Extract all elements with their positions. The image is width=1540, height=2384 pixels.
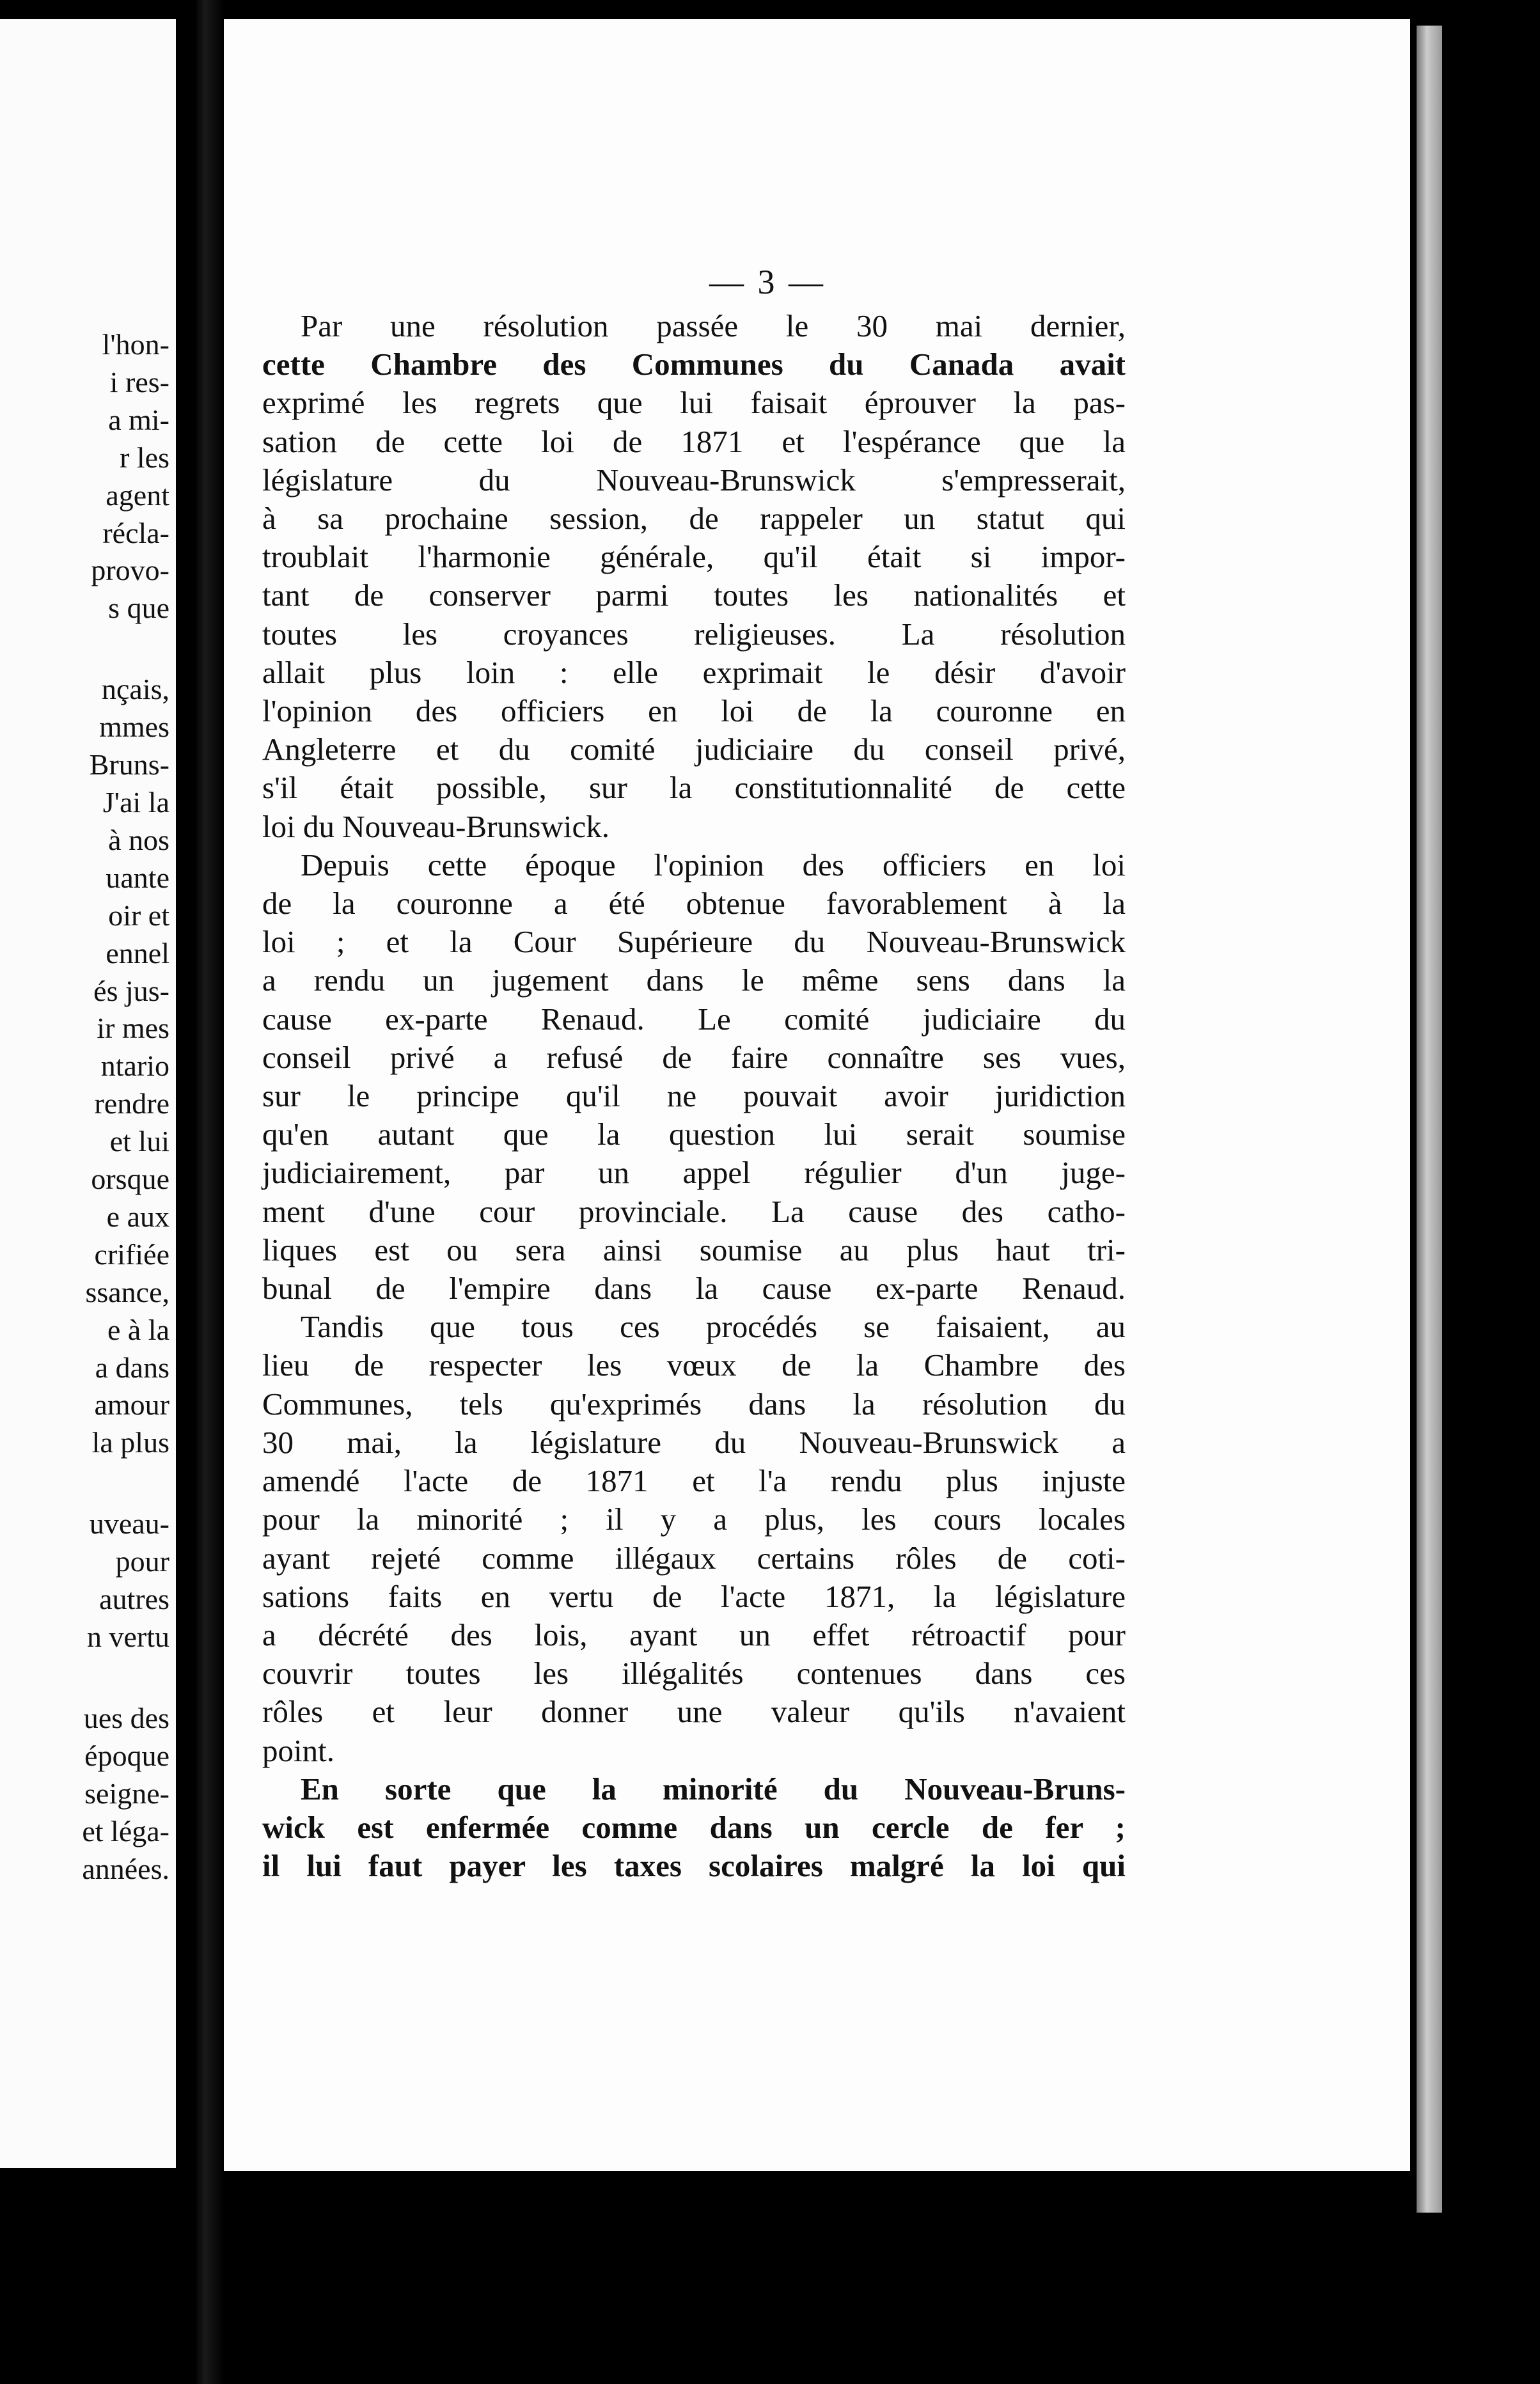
left-line: autres: [99, 1583, 169, 1616]
text-line: l'opinion des officiers en loi de la couronne en: [262, 693, 1126, 729]
left-line: oir et: [108, 898, 169, 932]
left-line: seigne-: [84, 1776, 169, 1810]
body-text: [262, 307, 1126, 1885]
page-stack-edge: [1417, 26, 1442, 2213]
left-line: et léga-: [82, 1814, 169, 1847]
left-line: amour: [94, 1388, 169, 1422]
text-line: tant de conserver parmi toutes les nationalités et: [262, 577, 1126, 613]
book-gutter: [176, 0, 224, 2384]
left-line: uante: [106, 861, 169, 894]
text-line: a décrété des lois, ayant un effet rétroactif pour: [262, 1617, 1126, 1652]
text-line: conseil privé a refusé de faire connaître ses vues,: [262, 1039, 1126, 1075]
text-line: wick est enfermée comme dans un cercle de fer ;: [262, 1809, 1126, 1845]
text-line: sation de cette loi de 1871 et l'espérance que la: [262, 423, 1126, 459]
text-line: troublait l'harmonie générale, qu'il était si impor-: [262, 539, 1126, 575]
text-line: il lui faut payer les taxes scolaires malgré la loi qui: [262, 1848, 1126, 1884]
left-line: la plus: [91, 1426, 169, 1459]
text-line: bunal de l'empire dans la cause ex-parte Renaud.: [262, 1271, 1126, 1306]
left-line: ir mes: [97, 1012, 169, 1045]
left-facing-page: [0, 19, 176, 2168]
text-line: rôles et leur donner une valeur qu'ils n'avaient: [262, 1694, 1126, 1730]
text-line: loi du Nouveau-Brunswick.: [262, 808, 609, 844]
text-line: a rendu un jugement dans le même sens dans la: [262, 962, 1126, 998]
text-line: pour la minorité ; il y a plus, les cours locales: [262, 1502, 1126, 1537]
text-line: Communes, tels qu'exprimés dans la résolution du: [262, 1386, 1126, 1422]
text-line: Tandis que tous ces procédés se faisaient, au: [301, 1309, 1126, 1345]
text-line: sur le principe qu'il ne pouvait avoir juridiction: [262, 1078, 1126, 1114]
left-paragraph-gap: [0, 1462, 169, 1505]
text-line: législature du Nouveau-Brunswick s'empresserait,: [262, 462, 1126, 498]
left-line: s que: [108, 592, 169, 625]
left-line: l'hon-: [102, 328, 169, 361]
text-line: En sorte que la minorité du Nouveau-Bruns-: [301, 1771, 1126, 1807]
left-line: e à la: [107, 1313, 169, 1346]
text-line: cette Chambre des Communes du Canada avait: [262, 347, 1126, 382]
text-line: Par une résolution passée le 30 mai dernier,: [301, 308, 1126, 343]
text-line: couvrir toutes les illégalités contenues dans ces: [262, 1656, 1126, 1691]
left-line: récla-: [102, 516, 169, 549]
text-line: ment d'une cour provinciale. La cause des catho-: [262, 1193, 1126, 1229]
text-line: sations faits en vertu de l'acte 1871, la législature: [262, 1578, 1126, 1614]
text-line: ayant rejeté comme illégaux certains rôles de coti-: [262, 1540, 1126, 1576]
scan-border: [1455, 0, 1540, 2384]
text-line: amendé l'acte de 1871 et l'a rendu plus injuste: [262, 1463, 1126, 1499]
left-line: époque: [84, 1739, 169, 1772]
text-line: judiciairement, par un appel régulier d'un juge-: [262, 1155, 1126, 1191]
left-line: a dans: [95, 1351, 169, 1384]
left-line: années.: [82, 1852, 169, 1885]
left-line: ssance,: [85, 1275, 169, 1308]
left-line: uveau-: [89, 1507, 169, 1541]
left-line: provo-: [91, 554, 169, 587]
left-line: à nos: [108, 823, 169, 856]
left-line: r les: [120, 441, 169, 474]
left-line: mmes: [99, 710, 169, 744]
main-page: [224, 19, 1410, 2171]
left-line: i res-: [109, 365, 169, 398]
left-line: pour: [115, 1545, 169, 1578]
left-paragraph-gap: [0, 627, 169, 671]
left-line: ntario: [100, 1049, 169, 1083]
left-line: ennel: [106, 936, 169, 969]
text-line: liques est ou sera ainsi soumise au plus haut tri-: [262, 1232, 1126, 1267]
text-line: loi ; et la Cour Supérieure du Nouveau-Brunswick: [262, 924, 1126, 960]
left-line: n vertu: [86, 1620, 169, 1653]
left-line: ues des: [83, 1701, 169, 1734]
left-page-text: [0, 326, 169, 1888]
left-line: J'ai la: [102, 785, 169, 819]
text-line: s'il était possible, sur la constitutionnalité de cette: [262, 770, 1126, 806]
left-line: rendre: [94, 1087, 169, 1120]
left-line: crifiée: [94, 1237, 169, 1271]
left-line: et lui: [109, 1125, 169, 1158]
text-line: exprimé les regrets que lui faisait éprouver la pas-: [262, 385, 1126, 421]
text-line: à sa prochaine session, de rappeler un statut qui: [262, 501, 1126, 537]
text-line: allait plus loin : elle exprimait le désir d'avoir: [262, 654, 1126, 690]
left-line: a mi-: [108, 403, 169, 436]
left-line: agent: [106, 478, 169, 512]
page-number: — 3 —: [709, 263, 826, 301]
text-line: 30 mai, la législature du Nouveau-Brunswick a: [262, 1424, 1126, 1460]
text-line: point.: [262, 1732, 334, 1768]
text-line: qu'en autant que la question lui serait soumise: [262, 1117, 1126, 1152]
text-line: lieu de respecter les vœux de la Chambre des: [262, 1347, 1126, 1383]
left-line: Bruns-: [89, 748, 169, 781]
left-line: orsque: [91, 1163, 169, 1196]
text-line: cause ex-parte Renaud. Le comité judiciaire du: [262, 1001, 1126, 1037]
left-line: nçais,: [101, 673, 169, 706]
left-line: és jus-: [93, 974, 169, 1007]
text-line: Depuis cette époque l'opinion des officiers en loi: [301, 847, 1126, 882]
left-line: e aux: [106, 1200, 169, 1233]
left-paragraph-gap: [0, 1656, 169, 1700]
text-line: toutes les croyances religieuses. La résolution: [262, 616, 1126, 652]
text-line: de la couronne a été obtenue favorablement à la: [262, 886, 1126, 921]
text-line: Angleterre et du comité judiciaire du conseil privé,: [262, 732, 1126, 767]
